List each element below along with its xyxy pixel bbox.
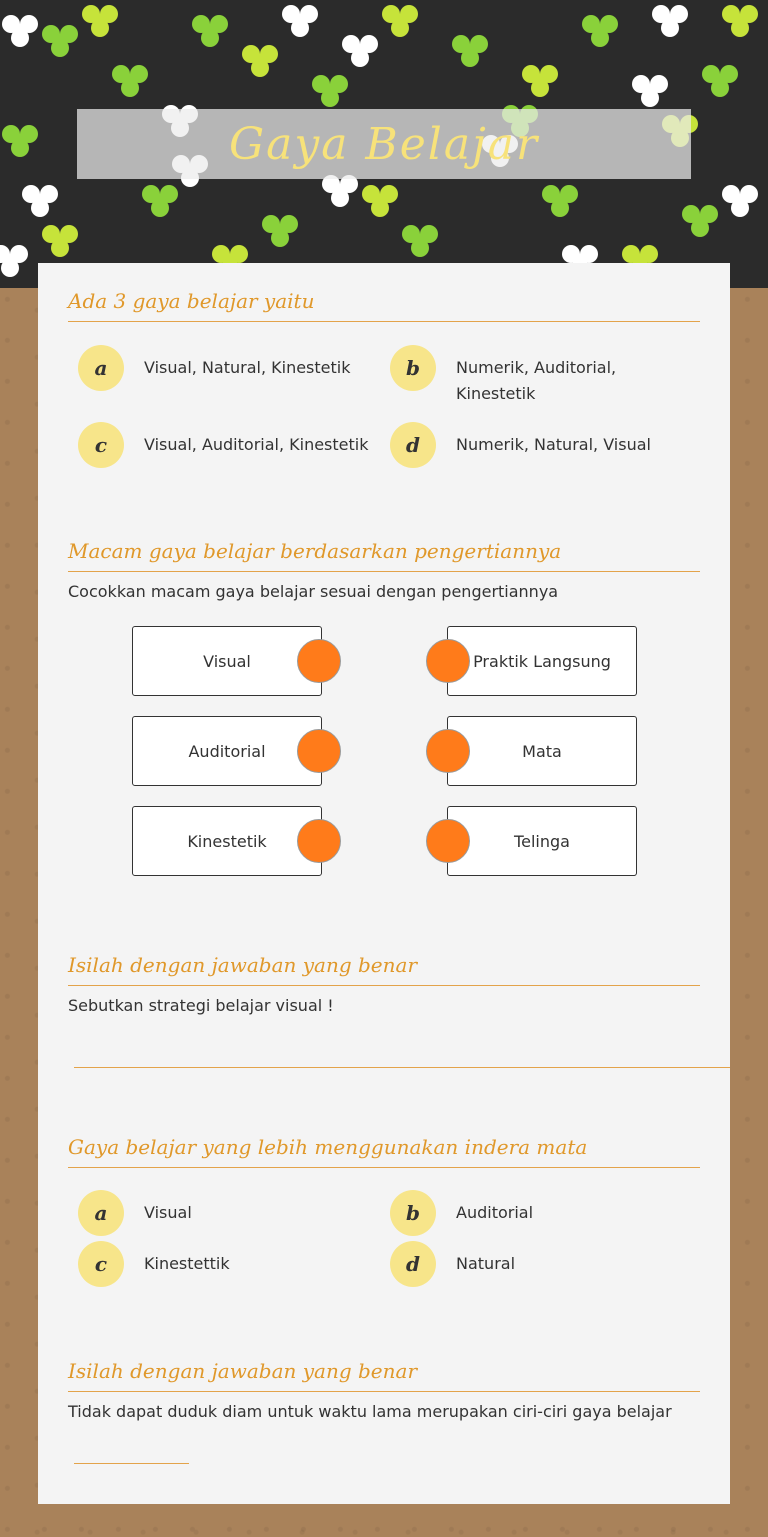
option-d[interactable] bbox=[390, 422, 670, 468]
question-instruction: Cocokkan macam gaya belajar sesuai dengan pengertiannya bbox=[68, 582, 559, 601]
connector-dot-left-2[interactable] bbox=[297, 729, 341, 773]
question-2 bbox=[68, 539, 700, 601]
option-c[interactable] bbox=[78, 422, 378, 468]
match-label: Visual bbox=[203, 651, 251, 671]
question-title: Gaya belajar yang lebih menggunakan indera mata bbox=[68, 1135, 700, 1168]
answer-input-1[interactable] bbox=[74, 1067, 730, 1068]
answer-input-2[interactable] bbox=[74, 1463, 189, 1464]
question-title: Isilah dengan jawaban yang benar bbox=[68, 1359, 700, 1392]
question-title: Ada 3 gaya belajar yaitu bbox=[68, 289, 700, 322]
match-label: Praktik Langsung bbox=[473, 651, 611, 671]
question-4 bbox=[68, 1135, 700, 1168]
header-banner bbox=[0, 0, 768, 288]
title-box bbox=[77, 109, 691, 179]
worksheet-card bbox=[38, 263, 730, 1504]
question-title: Macam gaya belajar berdasarkan pengertiannya bbox=[68, 539, 700, 572]
option-b[interactable] bbox=[390, 345, 670, 407]
match-left-auditorial[interactable] bbox=[132, 716, 322, 786]
option-badge: a bbox=[78, 1190, 124, 1236]
option-text: Kinestettik bbox=[144, 1254, 230, 1273]
match-label: Auditorial bbox=[188, 741, 266, 761]
match-right-mata[interactable] bbox=[447, 716, 637, 786]
option-badge: b bbox=[390, 345, 436, 391]
option-text: Auditorial bbox=[456, 1203, 534, 1222]
option-badge: c bbox=[78, 1241, 124, 1287]
match-right-telinga[interactable] bbox=[447, 806, 637, 876]
option-badge: d bbox=[390, 1241, 436, 1287]
connector-dot-right-2[interactable] bbox=[426, 729, 470, 773]
connector-dot-right-3[interactable] bbox=[426, 819, 470, 863]
match-label: Mata bbox=[522, 741, 562, 761]
question-title: Isilah dengan jawaban yang benar bbox=[68, 953, 700, 986]
option-badge: c bbox=[78, 422, 124, 468]
option-a[interactable] bbox=[78, 1190, 378, 1236]
option-text: Visual, Natural, Kinestetik bbox=[144, 358, 351, 377]
match-left-kinestetik[interactable] bbox=[132, 806, 322, 876]
option-text: Natural bbox=[456, 1254, 516, 1273]
option-b[interactable] bbox=[390, 1190, 670, 1236]
question-text: Sebutkan strategi belajar visual ! bbox=[68, 996, 334, 1015]
option-text: Visual, Auditorial, Kinestetik bbox=[144, 435, 369, 454]
match-left-visual[interactable] bbox=[132, 626, 322, 696]
option-d[interactable] bbox=[390, 1241, 670, 1287]
question-1 bbox=[68, 289, 700, 322]
match-label: Kinestetik bbox=[187, 831, 267, 851]
option-a[interactable] bbox=[78, 345, 378, 391]
option-badge: d bbox=[390, 422, 436, 468]
connector-dot-left-3[interactable] bbox=[297, 819, 341, 863]
option-c[interactable] bbox=[78, 1241, 378, 1287]
match-label: Telinga bbox=[514, 831, 570, 851]
page-title: Gaya Belajar bbox=[228, 118, 540, 170]
question-5 bbox=[68, 1359, 700, 1421]
option-badge: a bbox=[78, 345, 124, 391]
question-text: Tidak dapat duduk diam untuk waktu lama merupakan ciri-ciri gaya belajar bbox=[68, 1402, 672, 1421]
option-text: Numerik, Auditorial, Kinestetik bbox=[456, 358, 617, 403]
question-3 bbox=[68, 953, 700, 1015]
option-text: Visual bbox=[144, 1203, 192, 1222]
option-text: Numerik, Natural, Visual bbox=[456, 435, 651, 454]
match-right-praktik[interactable] bbox=[447, 626, 637, 696]
connector-dot-left-1[interactable] bbox=[297, 639, 341, 683]
connector-dot-right-1[interactable] bbox=[426, 639, 470, 683]
option-badge: b bbox=[390, 1190, 436, 1236]
